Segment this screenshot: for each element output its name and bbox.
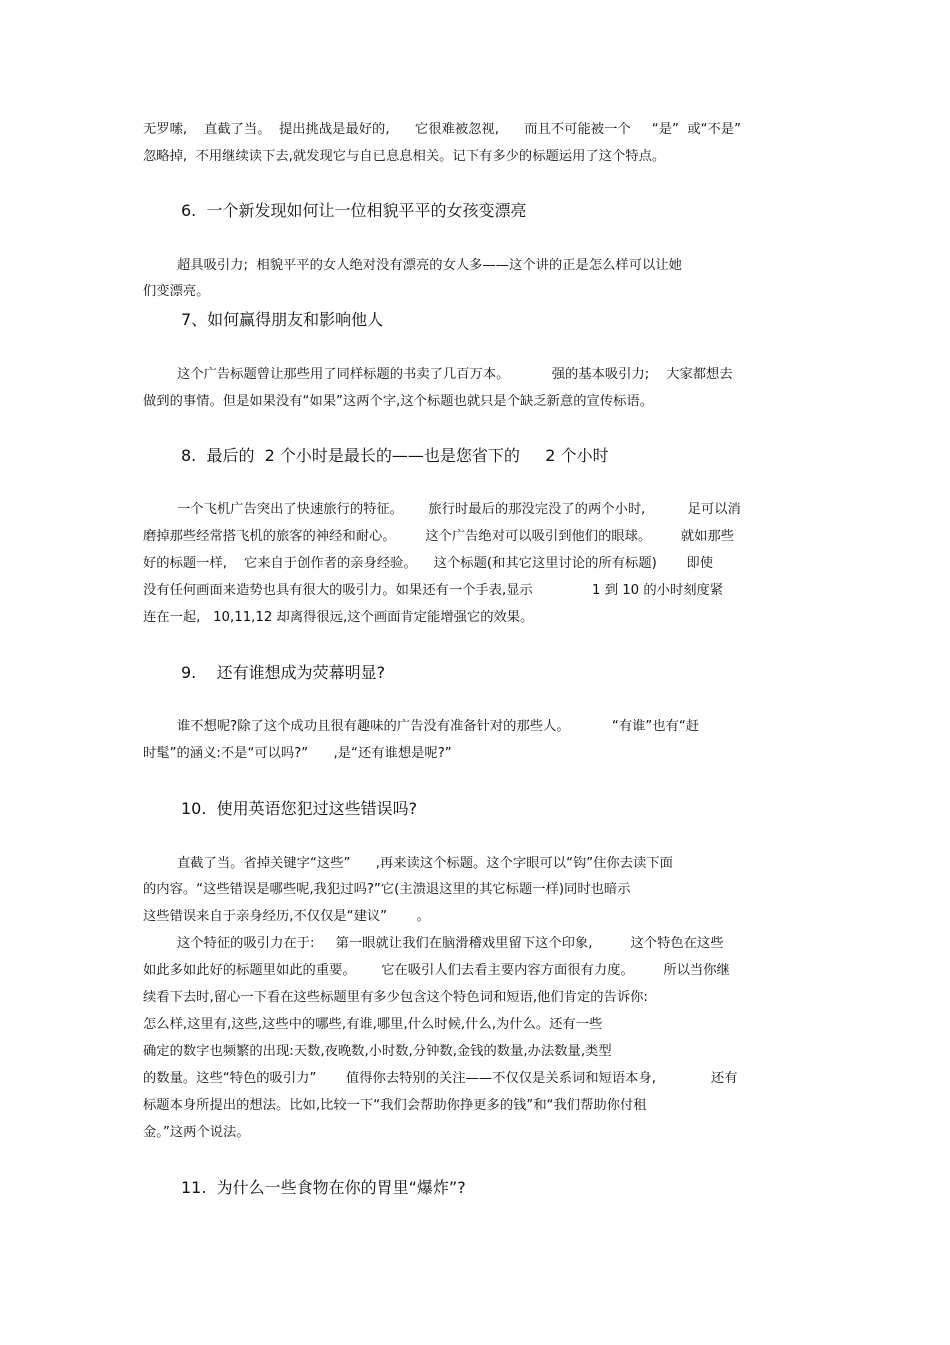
paragraph-line: 怎么样,这里有,这些,这些中的哪些,有谁,哪里,什么时候,什么,为什么。还有一些 <box>143 1017 603 1032</box>
paragraph-line: 没有任何画面来造势也具有很大的吸引力。如果还有一个手表,显示 1 到 10 的小时刻度紧 <box>143 583 724 598</box>
paragraph-line: 这个特征的吸引力在于: 第一眼就让我们在脑滑稽戏里留下这个印象, 这个特色在这些 <box>177 936 724 951</box>
paragraph-line: 的内容。“这些错误是哪些呢,我犯过吗?”它(主溃退这里的其它标题一样)同时也暗示 <box>143 882 631 897</box>
paragraph-line: 时髦”的涵义:不是“可以吗?” ,是“还有谁想是呢?” <box>143 746 452 761</box>
paragraph-line: 金。”这两个说法。 <box>143 1125 250 1140</box>
paragraph-line: 这个广告标题曾让那些用了同样标题的书卖了几百万本。 强的基本吸引力; 大家都想去 <box>177 367 733 382</box>
paragraph-line: 连在一起, 10,11,12 却离得很远,这个画面肯定能增强它的效果。 <box>143 610 534 625</box>
paragraph-line: 直截了当。省掉关键字“这些” ,再来读这个标题。这个字眼可以“钩”住你去读下面 <box>177 856 673 871</box>
section-heading-7: 7、如何赢得朋友和影响他人 <box>181 310 384 329</box>
paragraph-line: 标题本身所提出的想法。比如,比较一下“我们会帮助你挣更多的钱”和“我们帮助你付租 <box>143 1098 647 1113</box>
paragraph-line: 忽略掉, 不用继续读下去,就发现它与自已息息相关。记下有多少的标题运用了这个特点。 <box>143 149 666 164</box>
paragraph-line: 谁不想呢?除了这个成功且很有趣味的广告没有准备针对的那些人。 “有谁”也有“赶 <box>177 719 700 734</box>
paragraph-line: 一个飞机广告突出了快速旅行的特征。 旅行时最后的那没完没了的两个小时, 足可以消 <box>177 502 741 517</box>
paragraph-line: 无罗嗦, 直截了当。 提出挑战是最好的, 它很难被忽视, 而且不可能被一个 “是” 或“不是” <box>143 122 741 137</box>
paragraph-line: 确定的数字也频繁的出现:天数,夜晚数,小时数,分钟数,金钱的数量,办法数量,类型 <box>143 1044 612 1059</box>
paragraph-line: 做到的事情。但是如果没有“如果”这两个字,这个标题也就只是个缺乏新意的宣传标语。 <box>143 394 653 409</box>
paragraph-line: 这些错误来自于亲身经历,不仅仅是“建议” 。 <box>143 909 430 924</box>
paragraph-line: 续看下去时,留心一下看在这些标题里有多少包含这个特色词和短语,他们肯定的告诉你: <box>143 990 648 1005</box>
paragraph-line: 超具吸引力; 相貌平平的女人绝对没有漂亮的女人多——这个讲的正是怎么样可以让她 <box>177 258 682 273</box>
paragraph-line: 们变漂亮。 <box>143 284 210 299</box>
paragraph-line: 磨掉那些经常搭飞机的旅客的神经和耐心。 这个广告绝对可以吸引到他们的眼球。 就如那些 <box>143 529 735 544</box>
paragraph-line: 的数量。这些“特色的吸引力” 值得你去特别的关注——不仅仅是关系词和短语本身, 还有 <box>143 1071 738 1086</box>
section-heading-10: 10. 使用英语您犯过这些错误吗? <box>181 799 418 818</box>
section-heading-6: 6. 一个新发现如何让一位相貌平平的女孩变漂亮 <box>181 201 527 220</box>
paragraph-line: 如此多如此好的标题里如此的重要。 它在吸引人们去看主要内容方面很有力度。 所以当你继 <box>143 963 730 978</box>
paragraph-line: 好的标题一样, 它来自于创作者的亲身经验。 这个标题(和其它这里讨论的所有标题) 即使 <box>143 556 713 571</box>
section-heading-11: 11. 为什么一些食物在你的胃里“爆炸”? <box>181 1178 466 1197</box>
section-heading-8: 8. 最后的 2 个小时是最长的——也是您省下的 2 个小时 <box>181 446 609 465</box>
section-heading-9: 9. 还有谁想成为荧幕明显? <box>181 663 386 682</box>
